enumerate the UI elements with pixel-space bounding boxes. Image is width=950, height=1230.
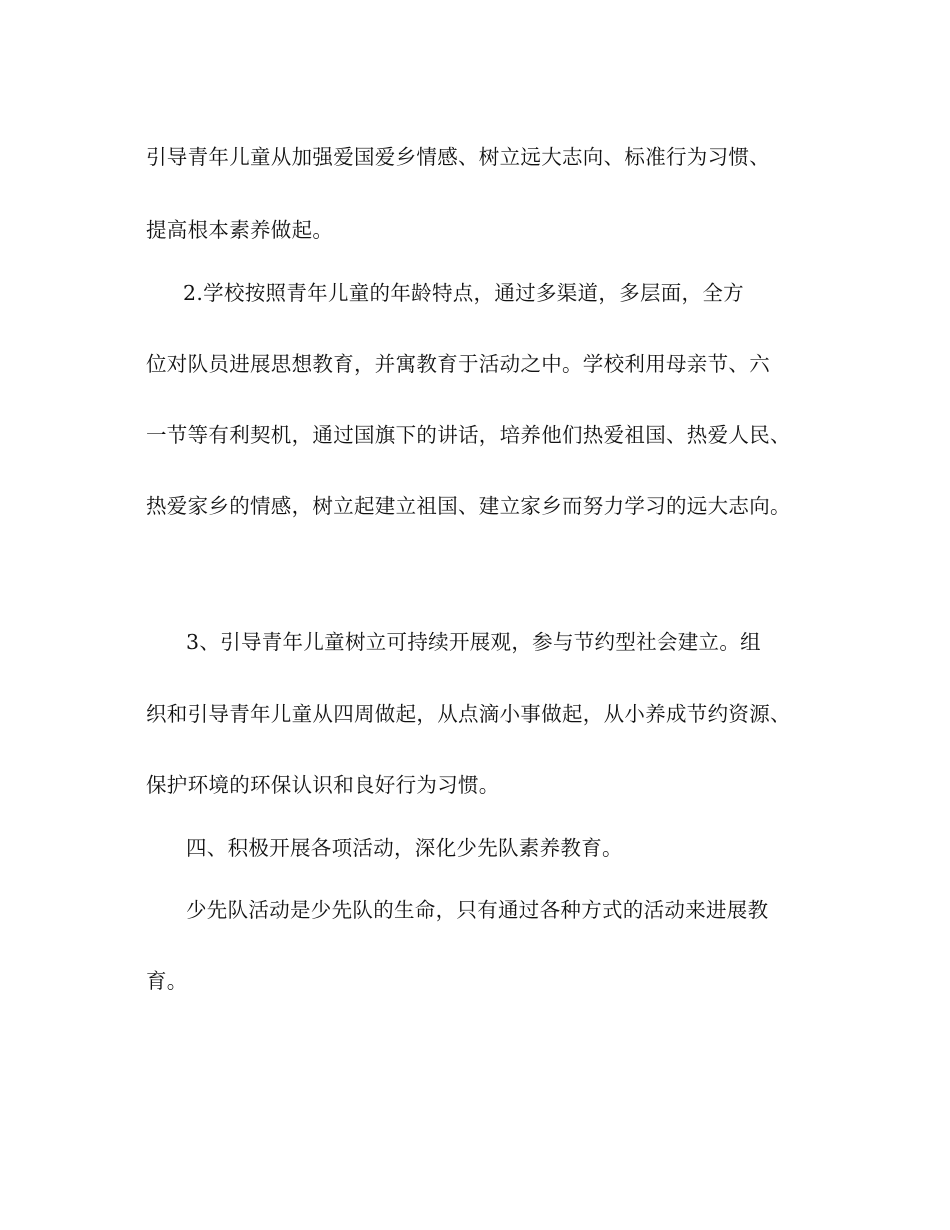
paragraph-line-8: 织和引导青年儿童从四周做起，从点滴小事做起，从小养成节约资源、 [146, 702, 791, 726]
paragraph-line-11: 少先队活动是少先队的生命，只有通过各种方式的活动来进展教 [186, 898, 769, 922]
paragraph-line-5: 一节等有利契机，通过国旗下的讲话，培养他们热爱祖国、热爱人民、 [146, 423, 791, 447]
section-heading: 四、积极开展各项活动，深化少先队素养教育。 [186, 836, 623, 860]
paragraph-line-3: 2.学校按照青年儿童的年龄特点，通过多渠道，多层面，全方 [183, 281, 744, 305]
paragraph-line-12: 育。 [146, 969, 188, 993]
paragraph-line-7: 3、引导青年儿童树立可持续开展观，参与节约型社会建立。组 [186, 630, 761, 654]
paragraph-line-6: 热爱家乡的情感，树立起建立祖国、建立家乡而努力学习的远大志向。 [146, 494, 791, 518]
paragraph-line-2: 提高根本素养做起。 [146, 218, 334, 242]
paragraph-line-9: 保护环境的环保认识和良好行为习惯。 [146, 773, 500, 797]
paragraph-line-1: 引导青年儿童从加强爱国爱乡情感、树立远大志向、标准行为习惯、 [146, 145, 770, 169]
paragraph-line-4: 位对队员进展思想教育，并寓教育于活动之中。学校利用母亲节、六 [146, 352, 770, 376]
